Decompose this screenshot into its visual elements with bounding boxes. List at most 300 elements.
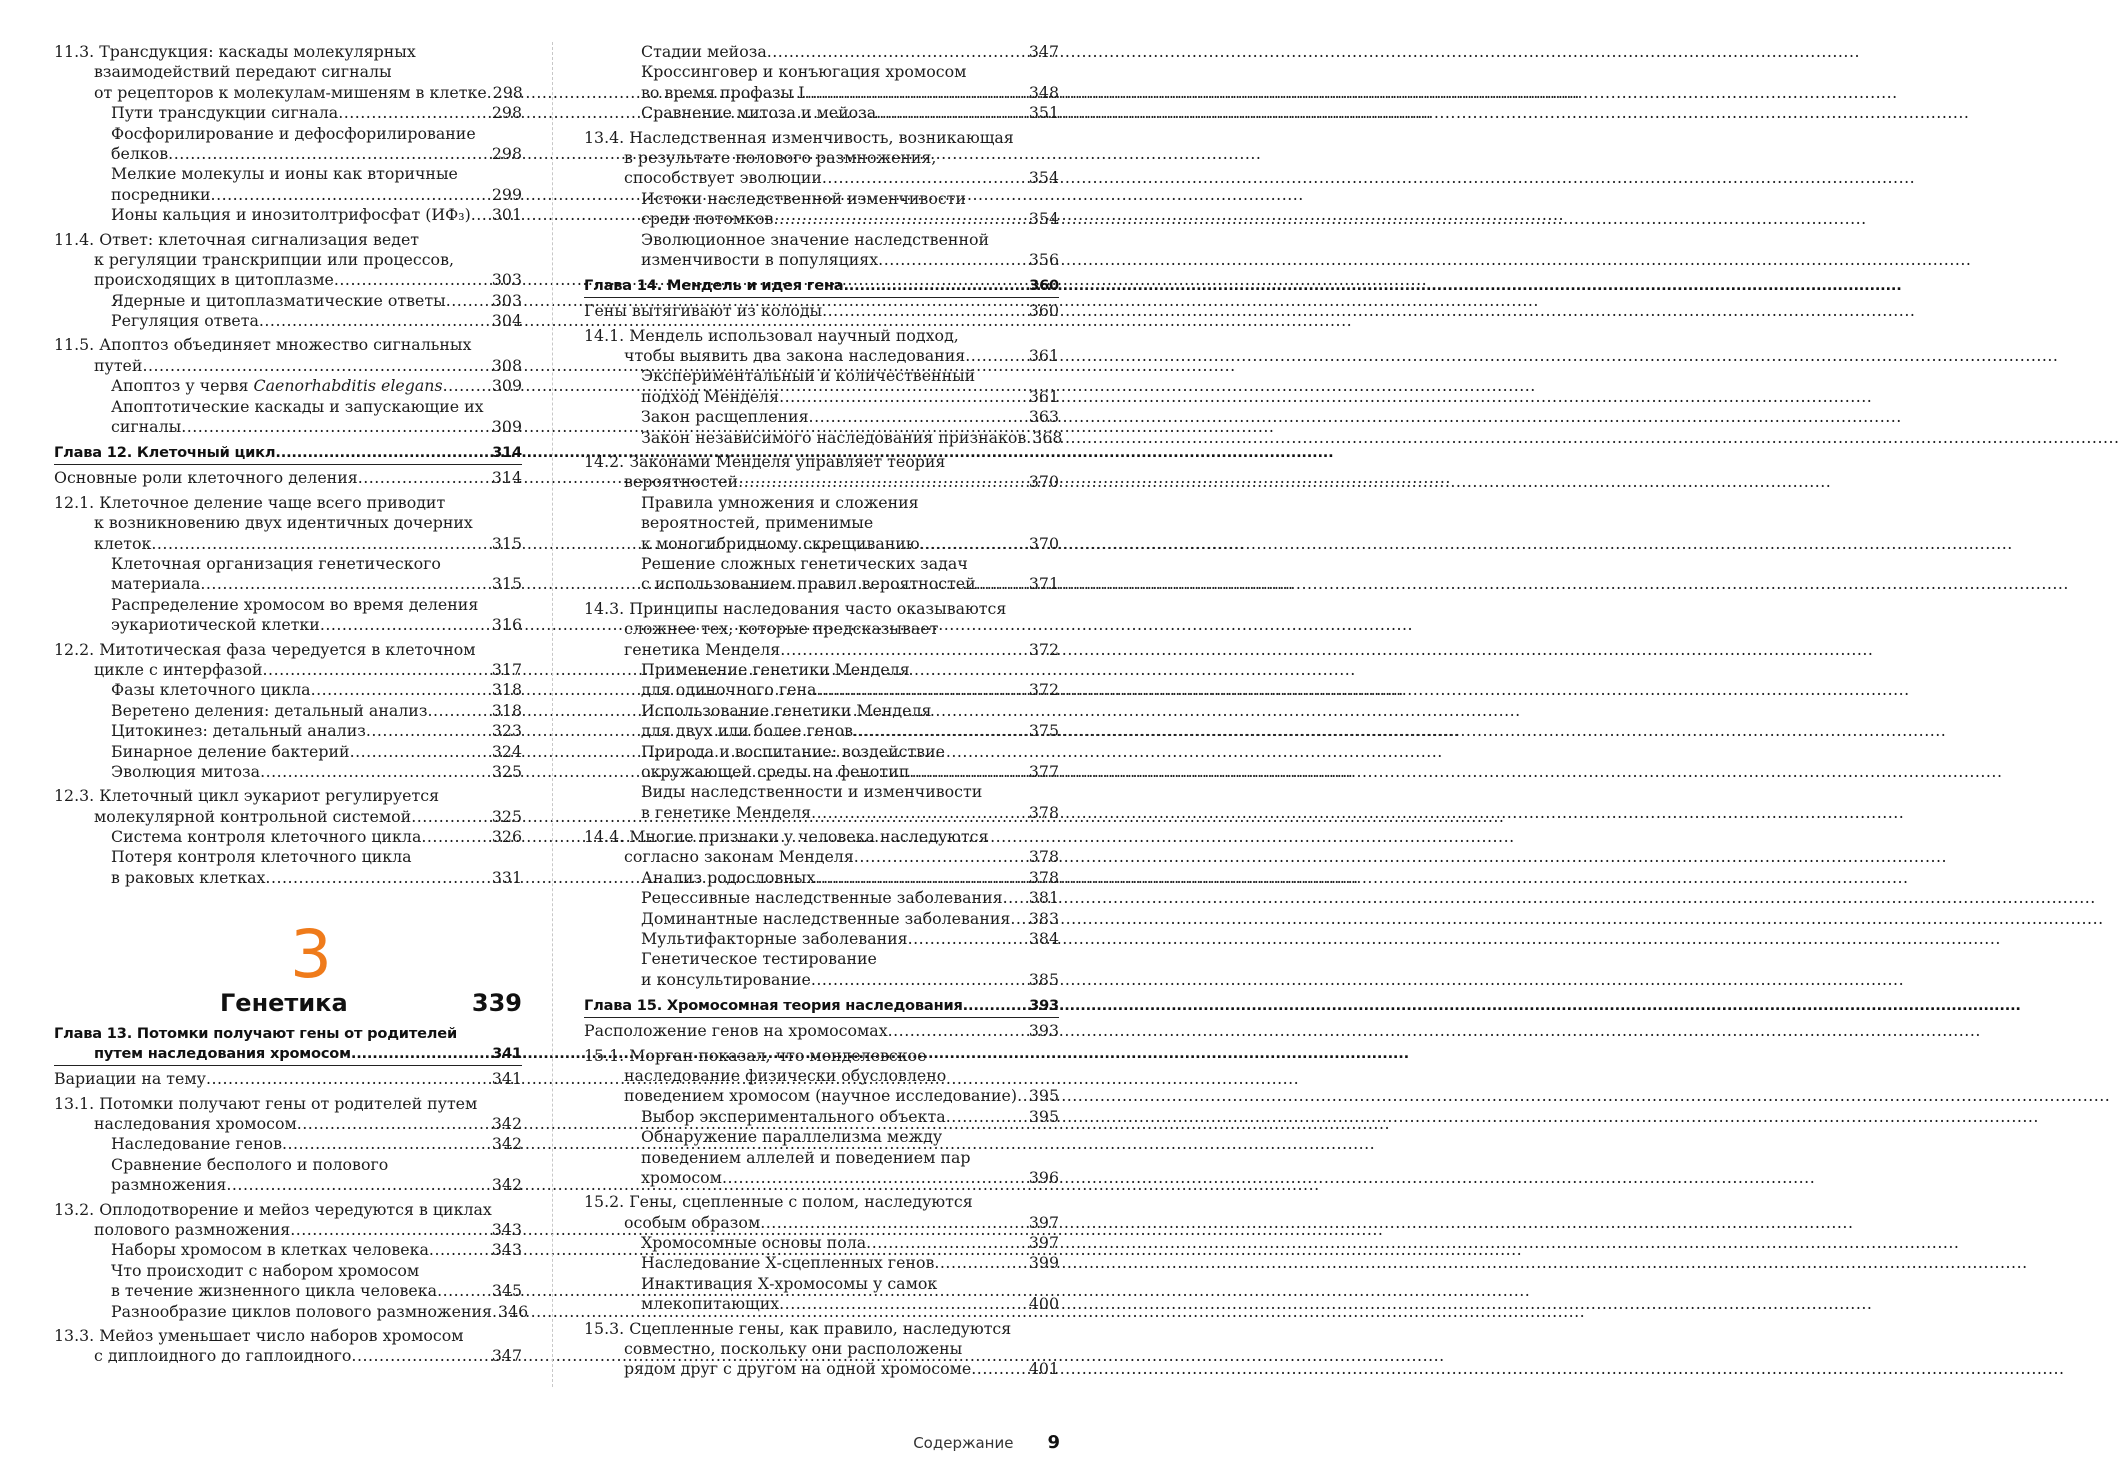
section-15-2-subsection-text [584,1274,1059,1294]
section-14-4-subsection[interactable] [584,970,1059,990]
section-11-5-line-text [54,335,522,355]
dot-leader [767,42,1027,62]
section-15-2-item-page: 397 [1028,1212,1059,1232]
section-11-4-subsection[interactable] [54,291,522,311]
section-12-1-line-label: 12.1. Клеточное деление чаще всего приводит [54,492,446,512]
dot-leader [311,680,490,700]
section-14-4-line-text [584,827,1059,847]
section-14-4-subsection-label: Анализ родословных [641,867,816,887]
section-11-3-subsection[interactable] [54,185,522,205]
dot-leader [443,376,490,396]
section-15-2-line-label: 15.2. Гены, сцепленные с полом, наследуются [584,1192,973,1212]
section-14-1-subsection-text [584,366,1059,386]
section-11-4-subsection[interactable] [54,311,522,331]
section-12-1-subsection[interactable] [54,615,522,635]
section-14-2-item-page: 370 [1028,472,1059,492]
section-14-1-item[interactable] [584,346,1059,366]
section-12-1-subsection-page: 316 [491,615,522,635]
dot-leader [934,1253,1026,1273]
section-15-1-subsection-text [584,1148,1059,1168]
section-13-2-subsection[interactable] [54,1301,529,1322]
section-14-3-subsection[interactable] [584,762,1059,782]
section-15-3-line-text [584,1319,1059,1339]
section-11-3-subsection-text [54,124,522,144]
section-15-1-line-text [584,1066,1059,1086]
section-12-1-subsection[interactable] [54,574,522,594]
section-14-1-subsection-label: Закон независимого наследования признаков [641,427,1027,447]
section-14-4 [584,827,1059,990]
section-14-4-subsection[interactable] [584,868,1059,888]
section-15-1-subsection-label: хромосом [641,1167,722,1187]
section-13-2-subsection-page: 343 [491,1240,522,1260]
chapter-15-intro-page: 393 [1028,1021,1059,1041]
section-11-4-subsection-label: Регуляция ответа [111,311,259,331]
section-13-3-subsection-page: 348 [1028,82,1059,102]
section-13-1-subsection-text [54,1155,522,1175]
section-15-2-subsection-label: млекопитающих [641,1294,780,1314]
section-14-3-line-text [584,619,1059,639]
column-divider [552,42,554,1387]
section-15-1-subsection-label: Обнаружение параллелизма между [641,1127,943,1147]
dot-leader [351,1044,490,1064]
section-12-2-subsection-label: Бинарное деление бактерий [111,741,350,761]
section-11-3-subsection-label: посредники [111,184,211,204]
section-14-4-subsection-page: 385 [1028,969,1059,989]
dot-leader [822,168,1027,188]
dot-leader [263,660,490,680]
dot-leader [811,970,1027,990]
chapter-13-intro-label: Вариации на тему [54,1069,206,1089]
section-13-2-subsection-text [54,1261,522,1281]
section-11-5-subsection-label: Апоптоз у червя Caenorhabditis elegans [111,376,443,396]
section-12-2-item-label: цикле с интерфазой [94,659,263,679]
section-15-2-subsection-label: Инактивация Х-хромосомы у самок [641,1273,938,1293]
section-15-1-subsection-label: Выбор экспериментального объекта [641,1106,946,1126]
section-15-2-subsection[interactable] [584,1253,1059,1273]
dot-leader [779,387,1027,407]
section-14-2-subsection-label: Решение сложных генетических задач [641,553,968,573]
dot-leader [168,144,490,164]
section-12-2-subsection-label: Фазы клеточного цикла [111,680,311,700]
section-14-3-line-label: 14.3. Принципы наследования часто оказываются [584,598,1007,618]
section-15-1-subsection[interactable] [584,1107,1059,1127]
section-14-3-item-page: 372 [1028,639,1059,659]
section-14-3-subsection-page: 377 [1028,761,1059,781]
dot-leader [260,762,490,782]
section-12-2-subsection-page: 325 [491,761,522,781]
dot-leader [822,301,1027,321]
section-12-3-item[interactable] [54,807,522,827]
section-14-3-subsection[interactable] [584,721,1059,741]
footer-page-number: 9 [1047,1432,1060,1453]
section-11-5-item-label: путей [94,355,143,375]
dot-leader [226,1175,489,1195]
dot-leader [338,103,490,123]
chapter-14-title: Глава 14. Мендель и идея гена [584,277,844,295]
section-15-3 [584,1319,1059,1380]
section-13-4-subsection-page: 354 [1028,209,1059,229]
section-14-3-subsection-label: Виды наследственности и изменчивости [641,782,983,802]
section-14-3-subsection-text [584,701,1059,721]
section-12-3-line-text [54,786,522,806]
section-12-1-subsection-label: Распределение хромосом во время деления [111,594,479,614]
section-11-4-item-label: происходящих в цитоплазме [94,270,334,290]
dot-leader [334,270,490,290]
section-14-3-subsection-label: Применение генетики Менделя [641,659,910,679]
section-15-3-item-page: 401 [1028,1359,1059,1379]
chapter-13-intro[interactable] [54,1069,522,1089]
section-12-1-subsection-label: материала [111,574,201,594]
section-11-3-subsection-page: 301 [491,205,522,225]
section-12-2-subsection[interactable] [54,701,522,721]
dot-leader [351,1346,489,1366]
section-15-1-item[interactable] [584,1086,1059,1106]
section-15-3-line-text [584,1339,1059,1359]
dot-leader [275,443,490,463]
section-12-3-subsection[interactable] [54,827,522,847]
section-11-4-line-text [54,230,522,250]
section-13-2-subsection[interactable] [54,1281,522,1301]
section-13-4-item[interactable] [584,168,1059,188]
section-11-3-subsection-label: Фосфорилирование и дефосфорилирование [111,123,476,143]
section-11-3-subsection-label: Пути трансдукции сигнала [111,103,339,123]
section-13-4-subsection[interactable] [584,250,1059,270]
section-14-3-subsection-label: Природа и воспитание: воздействие [641,741,945,761]
section-12-2-subsection[interactable] [54,762,522,782]
section-14-2-subsection[interactable] [584,574,1059,594]
section-14-4-subsection-label: Доминантные наследственные заболевания [641,908,1011,928]
section-15-3-line-label: 15.3. Сцепленные гены, как правило, наследуются [584,1318,1012,1338]
section-12-1-subsection-text [54,595,522,615]
section-11-5-subsection[interactable] [54,376,522,396]
section-14-3-subsection-text [584,742,1059,762]
section-12-2-item-page: 317 [491,659,522,679]
section-14-2-subsection-page: 371 [1028,574,1059,594]
section-13-3-continued [584,42,1059,124]
section-13-2-subsection-label: Что происходит с набором хромосом [111,1260,420,1280]
section-13-3-subsection[interactable] [584,103,1059,123]
section-11-4-line-text [54,250,522,270]
section-11-3-item[interactable] [54,83,522,103]
species-name: Caenorhabditis elegans [253,376,443,396]
section-13-3-subsection[interactable] [584,83,1059,103]
section-13-4-item-page: 354 [1028,168,1059,188]
section-11-3-line-label: взаимодействий передают сигналы [94,62,392,82]
section-14-4-subsection[interactable] [584,909,1059,929]
dot-leader [427,701,489,721]
section-13-1-item-page: 342 [491,1114,522,1134]
section-12-2-subsection[interactable] [54,680,522,700]
section-13-3-item[interactable] [54,1346,522,1366]
dot-leader [471,205,490,225]
section-14-4-subsection-label: Рецессивные наследственные заболевания [641,888,1003,908]
dot-leader [320,615,490,635]
chapter-15-intro[interactable] [584,1021,1059,1041]
section-14-3-line-label: сложнее тех, которые предсказывает [624,619,939,639]
chapter-15-title-row[interactable] [584,996,1059,1016]
section-11-4-item[interactable] [54,270,522,290]
part-heading [54,988,522,1018]
section-11-3-subsection-label: Ионы кальция и инозитолтрифосфат (ИФ₃) [111,205,471,225]
dot-leader [854,847,1027,867]
section-14-1-subsection[interactable] [584,427,1063,448]
section-11-5-subsection-page: 309 [491,376,522,396]
dot-leader [211,185,490,205]
section-14-4-subsection[interactable] [584,888,1059,908]
section-14-3-subsection[interactable] [584,803,1059,823]
dot-leader [760,1213,1027,1233]
section-11-4-line-label: 11.4. Ответ: клеточная сигнализация ведет [54,229,420,249]
section-14-2-subsection-label: с использованием правил вероятностей [641,574,976,594]
section-11-5-subsection-label: Апоптотические каскады и запускающие их [111,396,484,416]
section-13-4-line-text [584,148,1059,168]
section-11-3-subsection[interactable] [54,205,522,225]
section-15-1-item-label: поведением хромосом (научное исследование) [624,1086,1018,1106]
toc-left-column [54,42,529,1371]
section-12-3-item-page: 325 [491,806,522,826]
section-14-2-subsection-label: Правила умножения и сложения [641,492,919,512]
dot-leader [965,346,1027,366]
section-11-3-subsection[interactable] [54,144,522,164]
section-14-3-subsection-page: 378 [1028,802,1059,822]
section-15-1 [584,1046,1059,1189]
dot-leader [773,209,1026,229]
section-15-1-subsection-page: 395 [1028,1106,1059,1126]
section-15-2-subsection-page: 400 [1028,1294,1059,1314]
chapter-14-intro[interactable] [584,301,1059,321]
section-13-2-item-label: полового размножения [94,1219,291,1239]
section-14-4-subsection-text [584,949,1059,969]
section-13-3-subsection-page: 347 [1028,42,1059,61]
section-11-5-line-label: 11.5. Апоптоз объединяет множество сигнальных [54,335,472,355]
section-13-3-subsection[interactable] [584,42,1059,62]
chapter-14-title-row[interactable] [584,276,1059,296]
section-11-3-subsection-page: 298 [491,103,522,123]
section-13-1 [54,1094,522,1196]
section-11-4-item-page: 303 [491,270,522,290]
section-14-1-subsection-page: 363 [1028,407,1059,427]
dot-leader [366,721,490,741]
section-14-2-subsection-text [584,554,1059,574]
section-12-3 [54,786,522,888]
section-15-1-subsection-page: 396 [1028,1167,1059,1187]
dot-leader [908,929,1027,949]
section-14-1-subsection[interactable] [584,407,1059,427]
dot-leader [815,868,1027,888]
section-15-1-subsection[interactable] [584,1168,1059,1188]
section-11-5-subsection-page: 309 [491,417,522,437]
section-12-3-subsection-text [54,847,522,867]
chapter-12 [54,443,522,465]
dot-leader [411,807,490,827]
section-12-2-subsection-label: Веретено деления: детальный анализ [111,700,428,720]
section-15-1-line-text [584,1046,1059,1066]
section-13-4-line-label: 13.4. Наследственная изменчивость, возникающая [584,127,1014,147]
dot-leader [876,103,1027,123]
section-12-2-subsection-page: 318 [491,700,522,720]
section-12-2-subsection-page: 323 [491,721,522,741]
section-13-2-subsection-page: 346 [497,1301,529,1321]
section-11-5-subsection[interactable] [54,417,522,437]
section-11-3-subsection-label: белков [111,143,169,163]
section-13-2 [54,1199,529,1322]
page-footer [913,1432,1060,1453]
section-15-3-line-label: совместно, поскольку они расположены [624,1339,963,1359]
section-12-3-subsection-label: в раковых клетках [111,867,266,887]
section-11-3-item-label: от рецепторов к молекулам-мишеням в клетке [94,82,487,102]
section-14-4-subsection[interactable] [584,929,1059,949]
section-12-1-line-text [54,493,522,513]
section-12-1-item-label: клеток [94,533,152,553]
dot-leader [804,83,1026,103]
section-13-3 [54,1326,522,1367]
section-15-2-subsection[interactable] [584,1233,1059,1253]
section-12-3-line-label: 12.3. Клеточный цикл эукариот регулируется [54,786,440,806]
chapter-14-intro-page: 360 [1028,301,1059,321]
section-12-1-item[interactable] [54,534,522,554]
chapter-12-page: 314 [492,444,522,462]
section-14-3-subsection-text [584,782,1059,802]
section-13-1-subsection-page: 342 [491,1175,522,1195]
section-14-3-item-label: генетика Менделя [624,639,781,659]
section-12-1-subsection-text [54,554,522,574]
dot-leader [816,680,1026,700]
section-14-4-subsection-label: и консультирование [641,969,811,989]
chapter-13-page: 341 [492,1045,522,1063]
section-12-2-subsection-page: 318 [491,680,522,700]
section-13-4-subsection[interactable] [584,209,1059,229]
section-14-1-subsection-label: Экспериментальный и количественный [641,366,976,386]
section-14-3-line-text [584,599,1059,619]
section-14-2-subsection-label: вероятностей, применимые [641,513,874,533]
chapter-13-title-row[interactable] [54,1044,522,1064]
section-15-2-item[interactable] [584,1213,1059,1233]
section-13-2-item[interactable] [54,1220,522,1240]
section-13-3-subsection-label: Кроссинговер и конъюгация хромосом [641,62,967,82]
section-13-1-subsection[interactable] [54,1175,522,1195]
section-15-3-item[interactable] [584,1359,1059,1379]
section-13-4-subsection-text [584,230,1059,250]
section-14-1-item-label: чтобы выявить два закона наследования [624,346,966,366]
section-13-2-line-text [54,1200,522,1220]
section-13-4-line-text [584,128,1059,148]
dot-leader [878,250,1027,270]
section-13-1-subsection[interactable] [54,1134,522,1154]
section-15-2 [584,1192,1059,1314]
section-15-2-subsection[interactable] [584,1294,1059,1314]
section-11-4-subsection-page: 303 [491,290,522,310]
section-14-3-subsection[interactable] [584,680,1059,700]
dot-leader [809,407,1027,427]
section-14-1-subsection[interactable] [584,387,1059,407]
section-12-2-subsection-label: Эволюция митоза [111,761,261,781]
section-14-3-subsection-page: 375 [1028,721,1059,741]
section-15-1-subsection-text [584,1127,1059,1147]
section-14-1-item-page: 361 [1028,346,1059,366]
section-12-3-subsection-page: 331 [491,867,522,887]
chapter-12-intro[interactable] [54,468,522,488]
section-13-2-line-label: 13.2. Оплодотворение и мейоз чередуются в циклах [54,1199,492,1219]
section-12-2-subsection[interactable] [54,742,522,762]
dot-leader [265,868,489,888]
section-12-2-item[interactable] [54,660,522,680]
section-13-3-subsection-label: во время профазы I [641,82,805,102]
section-11-3-subsection[interactable] [54,103,522,123]
section-13-1-item[interactable] [54,1114,522,1134]
section-14-2-line-label: 14.2. Законами Менделя управляет теория [584,452,946,472]
section-11-4-subsection-page: 304 [491,311,522,331]
chapter-12-title-row[interactable] [54,443,522,463]
section-15-2-line-text [584,1192,1059,1212]
section-14-4-subsection-page: 383 [1028,908,1059,928]
section-14-3-subsection-label: окружающей среды на фенотип [641,761,910,781]
section-13-2-subsection[interactable] [54,1240,522,1260]
section-11-5-item[interactable] [54,356,522,376]
section-13-2-subsection-label: Наборы хромосом в клетках человека [111,1240,429,1260]
section-11-3-line-text [54,62,522,82]
dot-leader [282,1134,490,1154]
dot-leader [297,1114,490,1134]
section-14-4-item-label: согласно законам Менделя [624,847,854,867]
chapter-15-page: 393 [1029,997,1059,1015]
section-12-3-subsection[interactable] [54,868,522,888]
section-11-3-line-label: 11.3. Трансдукция: каскады молекулярных [54,42,416,61]
section-12-2-subsection[interactable] [54,721,522,741]
section-12-1-subsection-page: 315 [491,574,522,594]
section-13-3-subsection-page: 351 [1028,103,1059,123]
section-14-4-item[interactable] [584,847,1059,867]
dot-leader [358,468,490,488]
section-14-3-subsection-label: Использование генетики Менделя [641,700,932,720]
chapter-15-intro-label: Расположение генов на хромосомах [584,1021,888,1041]
section-11-3-subsection-page: 299 [491,184,522,204]
section-13-1-line-label: 13.1. Потомки получают гены от родителей путем [54,1093,478,1113]
section-14-1-subsection-page: 361 [1028,386,1059,406]
section-14-2-subsection[interactable] [584,534,1059,554]
dot-leader [259,311,490,331]
section-14-3-subsection-text [584,660,1059,680]
chapter-13-intro-page: 341 [491,1069,522,1089]
section-12-3-subsection-label: Система контроля клеточного цикла [111,827,422,847]
section-15-1-line-label: 15.1. Морган показал, что менделевское [584,1045,927,1065]
section-12-1-line-text [54,513,522,533]
chapter-15-title: Глава 15. Хромосомная теория наследования [584,997,963,1015]
section-12-1 [54,493,522,636]
section-13-3-line-text [54,1326,522,1346]
dot-leader [853,721,1027,741]
section-11-5-item-page: 308 [491,355,522,375]
dot-leader [200,574,490,594]
dot-leader [290,1220,490,1240]
section-14-3-subsection-label: в генетике Менделя [641,802,812,822]
section-14-3-item[interactable] [584,640,1059,660]
section-15-1-item-page: 395 [1028,1086,1059,1106]
chapter-13-title-line [54,1024,522,1044]
section-11-5-subsection-text [54,397,522,417]
section-14-2-item[interactable] [584,472,1059,492]
section-15-2-subsection-page: 397 [1028,1233,1059,1253]
section-13-3-subsection-label: Сравнение митоза и мейоза [641,103,877,123]
chapter-14-intro-label: Гены вытягивают из колоды [584,301,823,321]
section-14-1-line-text [584,326,1059,346]
section-14-2-subsection-text [584,513,1059,533]
section-13-4-subsection-label: Эволюционное значение наследственной [641,229,990,249]
section-14-2-line-text [584,452,1059,472]
section-13-3-subsection-text [584,62,1059,82]
dot-leader [920,534,1027,554]
section-13-1-subsection-label: размножения [111,1175,227,1195]
dot-leader [843,276,1027,296]
